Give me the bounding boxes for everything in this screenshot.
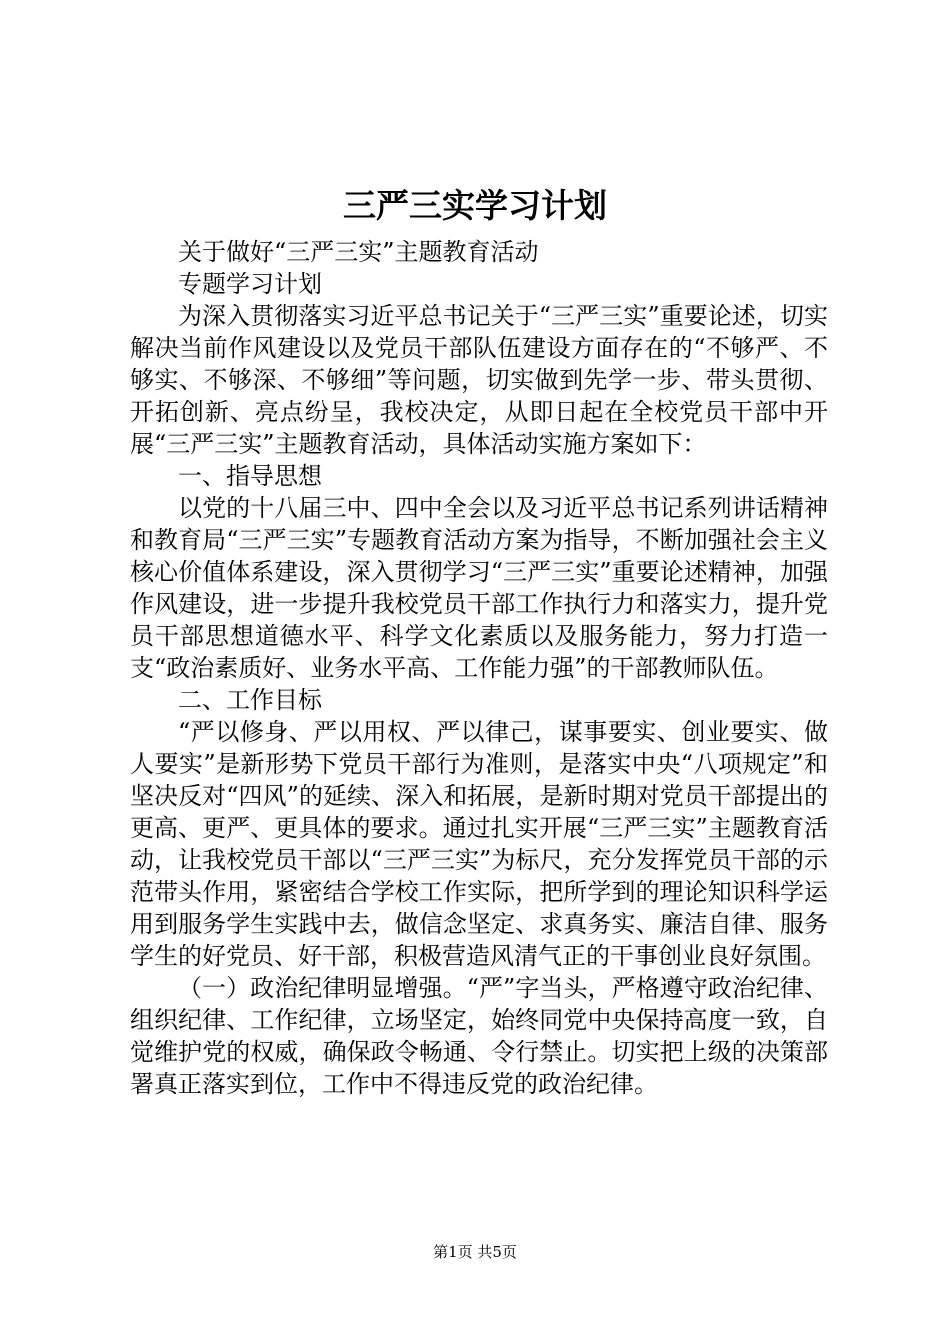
subtitle-line-2: 专题学习计划 (178, 270, 322, 298)
document-title: 三严三实学习计划 (343, 186, 607, 225)
subtitle-line-1: 关于做好“三严三实”主题教育活动 (178, 238, 539, 266)
section-heading-work-goals: 二、工作目标 (178, 686, 322, 714)
document-body (130, 236, 828, 1100)
political-discipline-paragraph: （一）政治纪律明显增强。“严”字当头，严格遵守政治纪律、组织纪律、工作纪律，立场坚定，始终同党中央保持高度一致，自觉维护党的权威，确保政令畅通、令行禁止。切实把上级的决策部署真正落实到位，工作中不得违反党的政治纪律。 (130, 974, 828, 1098)
guiding-thought-paragraph: 以党的十八届三中、四中全会以及习近平总书记系列讲话精神和教育局“三严三实”专题教育活动方案为指导，不断加强社会主义核心价值体系建设，深入贯彻学习“三严三实”重要论述精神，加强作风建设，进一步提升我校党员干部工作执行力和落实力，提升党员干部思想道德水平、科学文化素质以及服务能力，努力打造一支“政治素质好、业务水平高、工作能力强”的干部教师队伍。 (130, 494, 828, 682)
intro-paragraph: 为深入贯彻落实习近平总书记关于“三严三实”重要论述，切实解决当前作风建设以及党员干部队伍建设方面存在的“不够严、不够实、不够深、不够细”等问题，切实做到先学一步、带头贯彻、开拓创新、亮点纷呈，我校决定，从即日起在全校党员干部中开展“三严三实”主题教育活动，具体活动实施方案如下： (130, 302, 828, 458)
work-goals-paragraph: “严以修身、严以用权、严以律己，谋事要实、创业要实、做人要实”是新形势下党员干部行为准则，是落实中央“八项规定”和坚决反对“四风”的延续、深入和拓展，是新时期对党员干部提出的更高、更严、更具体的要求。通过扎实开展“三严三实”主题教育活动，让我校党员干部以“三严三实”为标尺，充分发挥党员干部的示范带头作用，紧密结合学校工作实际，把所学到的理论知识科学运用到服务学生实践中去，做信念坚定、求真务实、廉洁自律、服务学生的好党员、好干部，积极营造风清气正的干事创业良好氛围。 (130, 718, 828, 970)
page-footer: 第1页 共5页 (433, 1243, 517, 1261)
section-heading-guiding-thought: 一、指导思想 (178, 462, 322, 490)
